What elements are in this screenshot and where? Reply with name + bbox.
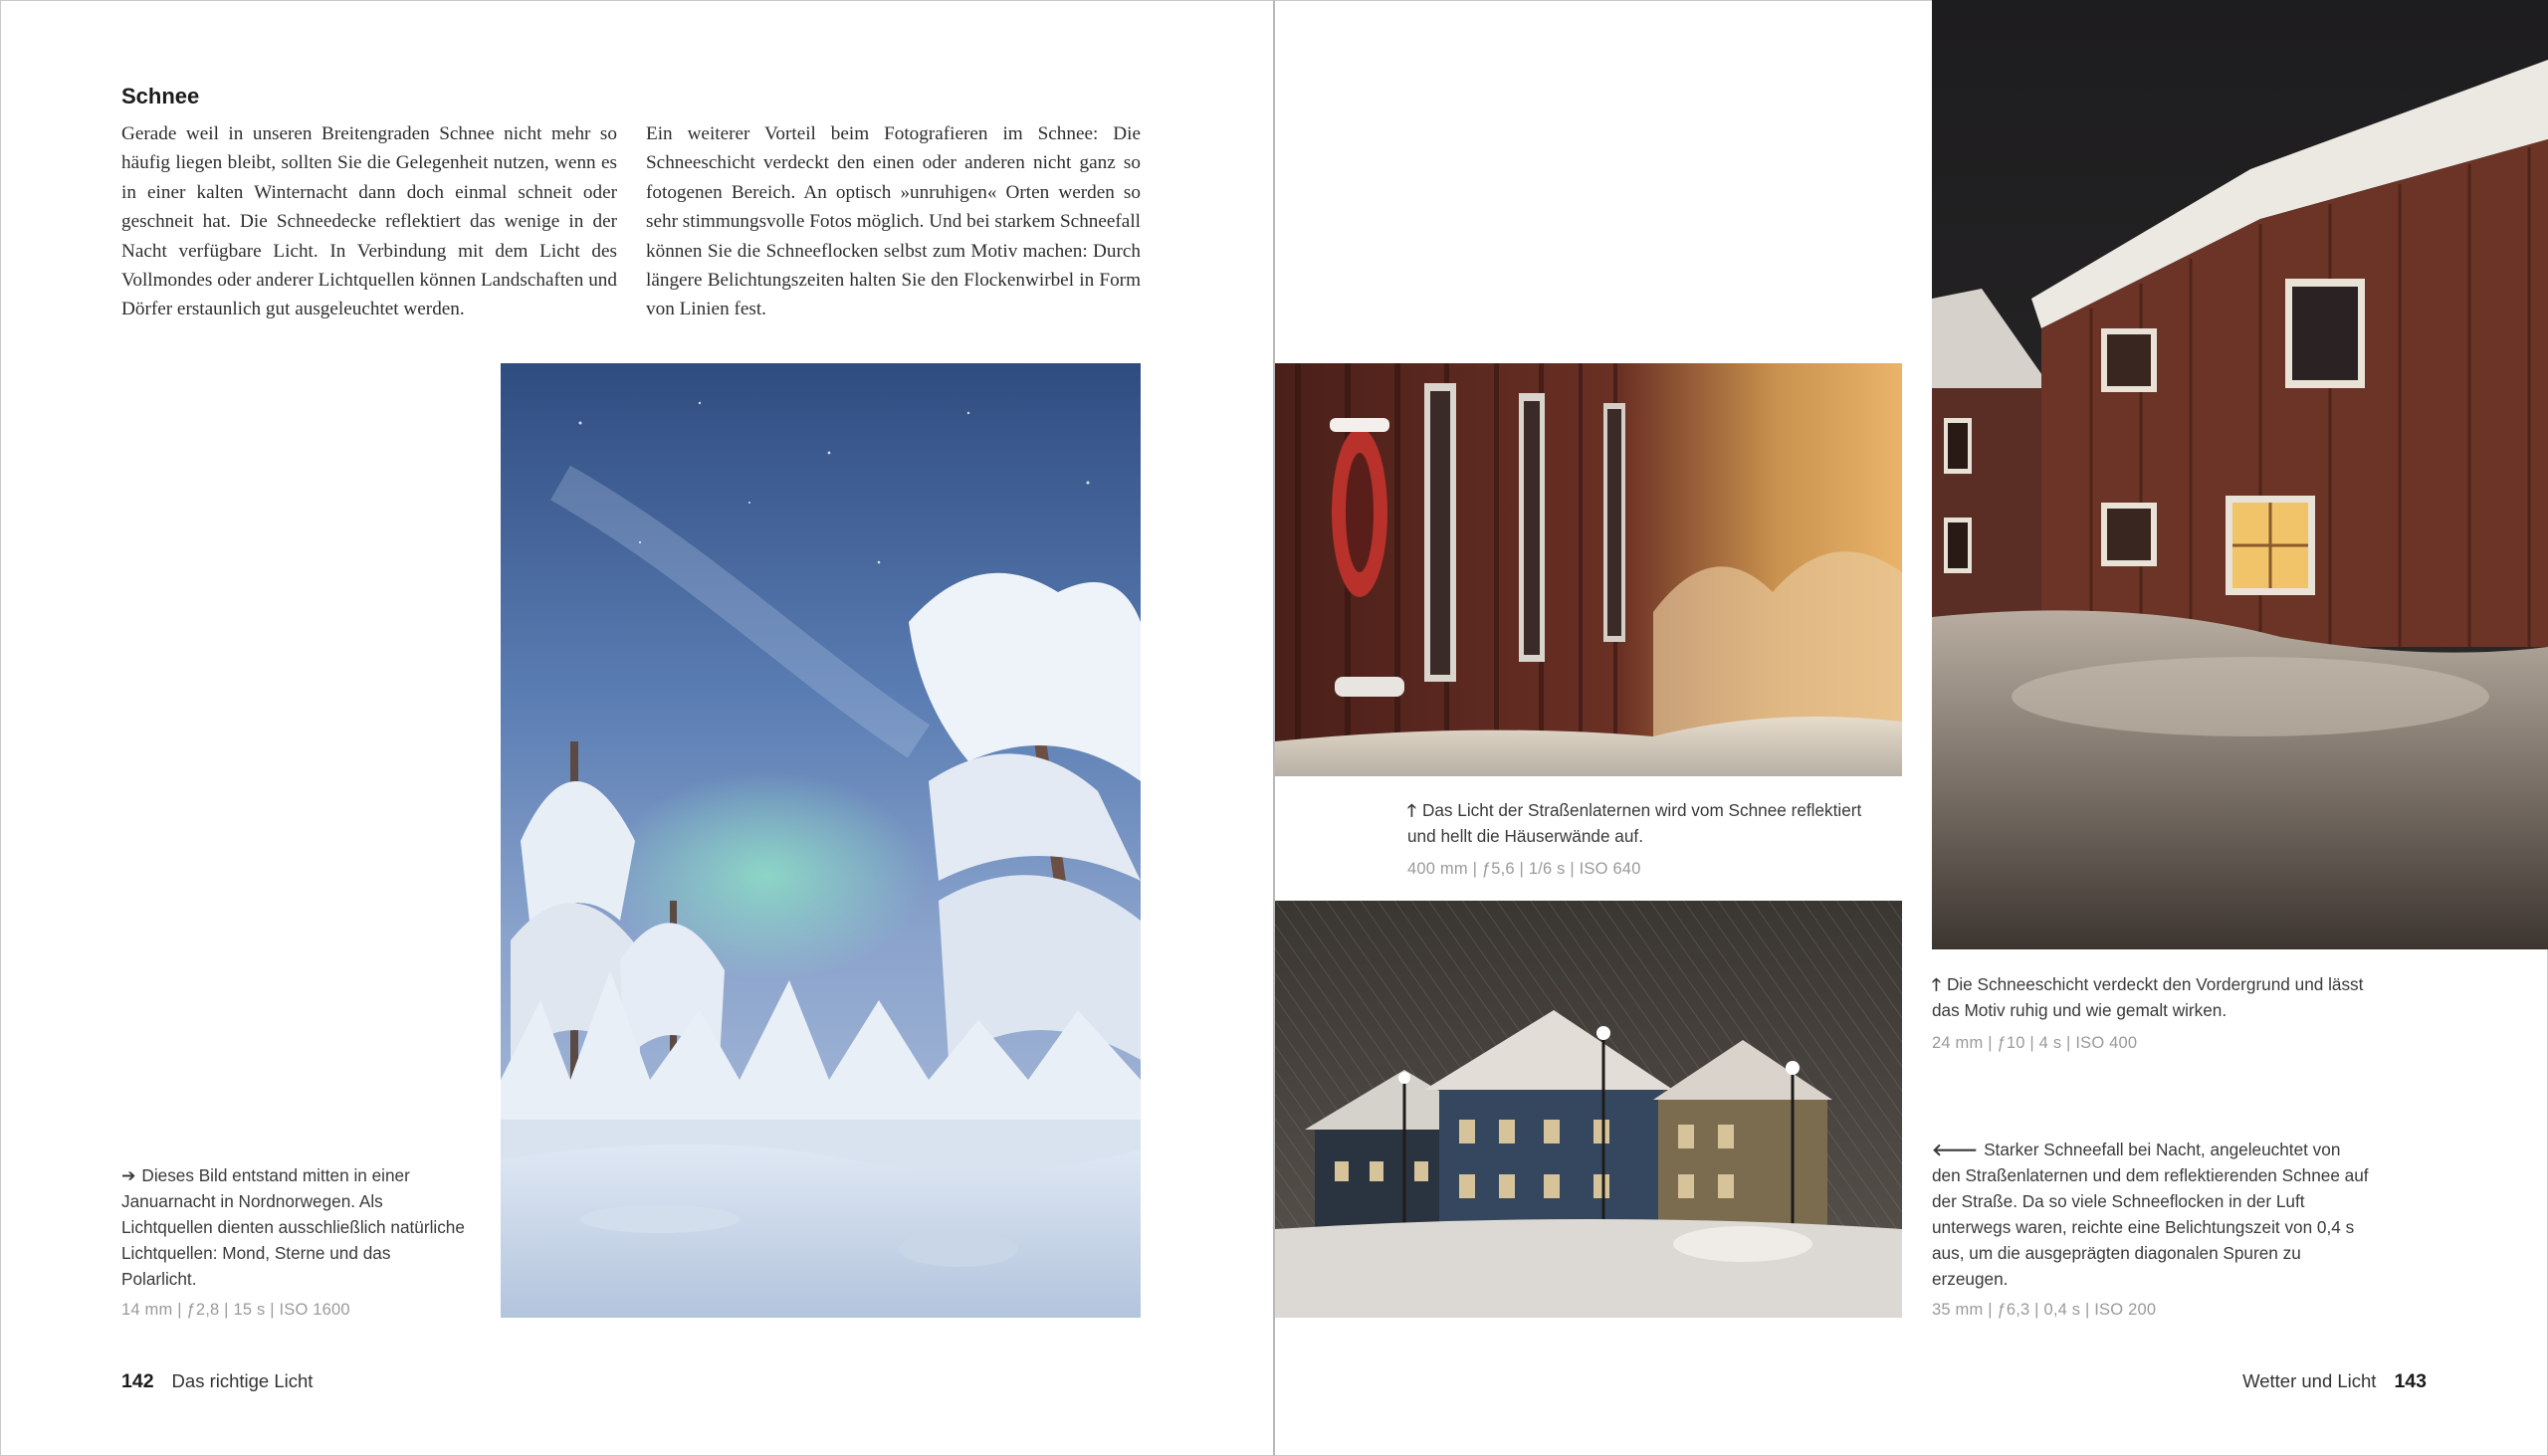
exif-red-house: 24 mm | ƒ10 | 4 s | ISO 400 [1932, 1034, 2138, 1052]
running-title-right: Wetter und Licht [2242, 1370, 2377, 1391]
caption-red-house [1932, 971, 2370, 1023]
section-heading: Schnee [121, 84, 200, 108]
caption-snowfall-text: Starker Schneefall bei Nacht, angeleuchtet von den Straßenlaternen und dem reflektierenden Schnee auf der Straße. Da so viele Schneeflocken in der Luft unterwegs waren, reichte eine Belichtungszeit von 0,4 s aus, um die ausgeprägten diagonalen Spuren zu erzeugen. [1932, 1140, 2369, 1289]
arrow-left-icon: 🡐 [1932, 1140, 1979, 1159]
photo-snowfall-street [1275, 901, 1902, 1318]
arrow-up-icon: 🡑 [1407, 800, 1416, 820]
caption-aurora [121, 1162, 465, 1292]
footer-left [121, 1370, 313, 1393]
caption-snowfall [1932, 1137, 2370, 1292]
caption-aurora-text: Dieses Bild entstand mitten in einer Januarnacht in Nordnorwegen. Als Lichtquellen dienten ausschließlich natürliche Lichtquellen: Mond, Sterne und das Polarlicht. [121, 1165, 465, 1289]
arrow-up-icon: 🡑 [1932, 974, 1941, 994]
page-number-left: 142 [121, 1370, 154, 1392]
photo-red-wall [1275, 363, 1902, 776]
exif-snowfall: 35 mm | ƒ6,3 | 0,4 s | ISO 200 [1932, 1301, 2157, 1319]
photo-red-house [1932, 0, 2548, 949]
body-column-1: Gerade weil in unseren Breitengraden Schnee nicht mehr so häufig liegen bleibt, sollten Sie die Gelegenheit nutzen, wenn es in einer kalten Winternacht dann doch einmal schneit oder geschneit hat. Die Schneedecke reflektiert das wenige in der Nacht verfügbare Licht. In Verbindung mit dem Licht des Vollmondes oder anderer Lichtquellen können Landschaften und Dörfer erstaunlich gut ausgeleuchtet werden. [121, 123, 617, 320]
exif-aurora: 14 mm | ƒ2,8 | 15 s | ISO 1600 [121, 1301, 350, 1319]
page-number-right: 143 [2394, 1370, 2427, 1392]
caption-red-wall [1407, 797, 1865, 849]
arrow-right-icon: ➔ [121, 1165, 136, 1185]
exif-red-wall: 400 mm | ƒ5,6 | 1/6 s | ISO 640 [1407, 860, 1641, 878]
footer-right [2242, 1370, 2427, 1393]
body-column-2: Ein weiterer Vorteil beim Fotografieren im Schnee: Die Schneeschicht verdeckt den einen oder anderen nicht ganz so fotogenen Bereich. An optisch »unruhigen« Orten werden so sehr stimmungsvolle Fotos möglich. Und bei starkem Schneefall können Sie die Schneeflocken selbst zum Motiv machen: Durch längere Belichtungszeiten halten Sie den Flockenwirbel in Form von Linien fest. [646, 123, 1141, 320]
running-title-left: Das richtige Licht [171, 1370, 314, 1391]
caption-red-wall-text: Das Licht der Straßenlaternen wird vom Schnee reflektiert und hellt die Häuserwände auf. [1407, 800, 1862, 846]
caption-red-house-text: Die Schneeschicht verdeckt den Vordergrund und lässt das Motiv ruhig und wie gemalt wirken. [1932, 974, 2364, 1020]
photo-aurora-forest [501, 363, 1141, 1318]
